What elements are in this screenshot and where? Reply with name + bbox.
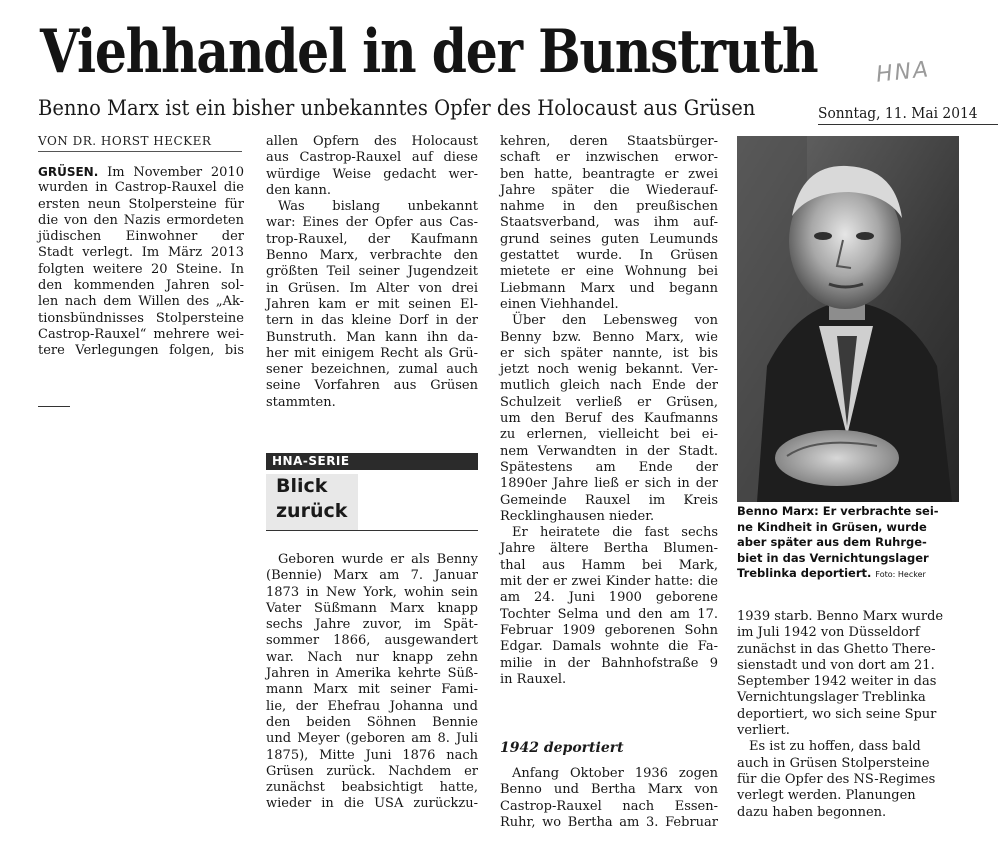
handwritten-hna-mark: HNA <box>874 57 932 88</box>
text-line: in Grüsen. Im Alter von drei <box>266 280 478 296</box>
text-line: (Bennie) Marx am 7. Januar <box>266 568 478 584</box>
text-line: im Juli 1942 von Düsseldorf <box>737 625 920 641</box>
text-line: Grüsen zurück. Nachdem er <box>266 763 478 779</box>
article-subheadline: Benno Marx ist ein bisher unbekanntes Opfer des Holocaust aus Grüsen <box>38 96 756 120</box>
text-line: verlegt werden. Planungen <box>737 788 916 804</box>
text-line: schaft er inzwischen erwor- <box>500 150 718 166</box>
series-title-line-1: Blick <box>276 475 328 497</box>
text-line: am 24. Juni 1900 geborene <box>500 590 718 606</box>
section-subhead: 1942 deportiert <box>500 740 624 756</box>
text-line: Benny bzw. Benno Marx, wie <box>500 329 718 345</box>
text-line: Edgar. Damals wohnte die Fa- <box>500 639 718 655</box>
text-line: Benno und Bertha Marx von <box>500 782 718 798</box>
byline-rule <box>38 151 242 152</box>
text-line: lie, der Ehefrau Johanna und <box>266 698 478 714</box>
publication-date: Sonntag, 11. Mai 2014 <box>818 104 978 122</box>
text-line: her mit einigem Recht als Grü- <box>266 345 478 361</box>
portrait-photo <box>737 136 959 502</box>
text-line: aus Castrop-Rauxel auf diese <box>266 150 478 166</box>
text-line: Vernichtungslager Treblinka <box>737 690 926 706</box>
text-line: den kann. <box>266 182 332 198</box>
text-line: sener bezeichnen, zumal auch <box>266 362 478 378</box>
text-line: den beiden Söhnen Bennie <box>266 714 478 730</box>
text-line: auch in Grüsen Stolpersteine <box>737 755 930 771</box>
text-line: trop-Rauxel, der Kaufmann <box>266 231 478 247</box>
series-label: HNA-SERIE <box>266 453 478 470</box>
text-line: 1875), Mitte Juni 1876 nach <box>266 747 478 763</box>
portrait-photo-graphic <box>737 136 959 502</box>
text-line: tern in das kleine Dorf in der <box>266 313 478 329</box>
text-line: Anfang Oktober 1936 zogen <box>512 766 718 781</box>
text-line: Recklinghausen nieder. <box>500 508 655 524</box>
photo-credit: Foto: Hecker <box>875 570 926 580</box>
article-headline: Viehhandel in der Bunstruth <box>40 17 818 87</box>
text-line: gestattet wurde. In Grüsen <box>500 248 718 264</box>
text-line: zunächst in das Ghetto There- <box>737 641 936 657</box>
text-line: thal aus Hamm bei Mark, <box>500 557 718 573</box>
caption-line: aber später aus dem Ruhrge- <box>737 535 927 550</box>
text-line: einen Viehhandel. <box>500 296 619 312</box>
caption-line: Benno Marx: Er verbrachte sei- <box>737 504 939 518</box>
photo-caption <box>737 504 959 583</box>
text-line: Stadt verlegt. Im März 2013 <box>38 245 244 261</box>
text-line: mutlich gleich nach Ende der <box>500 378 718 394</box>
column-2 <box>266 134 478 411</box>
series-title-line-2: zurück <box>276 500 348 522</box>
text-line: dazu haben begonnen. <box>737 804 887 820</box>
text-line: milie in der Bahnhofstraße 9 <box>500 655 718 671</box>
text-line: die von den Nazis ermordeten <box>38 212 244 228</box>
text-line: Tochter Selma und den am 17. <box>500 606 718 622</box>
text-line: sommer 1866, ausgewandert <box>266 633 478 649</box>
text-line: um den Beruf des Kaufmanns <box>500 411 718 427</box>
text-line: zunächst beabsichtigt hatte, <box>266 780 478 796</box>
text-line: Ruhr, wo Bertha am 3. Februar <box>500 814 718 830</box>
text-line: deportiert, wo sich seine Spur <box>737 706 937 722</box>
text-line: wurden in Castrop-Rauxel die <box>38 180 244 196</box>
text-line: Liebmann Marx und begann <box>500 280 718 296</box>
text-line: jüdischen Einwohner der <box>38 229 244 245</box>
text-line: für die Opfer des NS-Regimes <box>737 771 936 787</box>
text-line: er sich später nannte, ist bis <box>500 345 718 361</box>
text-line: wieder in die USA zurückzu- <box>266 796 478 812</box>
caption-line: Treblinka deportiert. Foto: Hecker <box>737 566 926 581</box>
text-line: GRÜSEN. Im November 2010 <box>38 165 244 180</box>
text-line: Jahren kam er mit seinen El- <box>266 296 478 312</box>
text-line: Jahre ältere Bertha Blumen- <box>500 541 718 557</box>
text-line: tionsbündnisses Stolpersteine <box>38 310 244 326</box>
text-line: Über den Lebensweg von <box>512 313 718 329</box>
series-underline <box>266 530 478 531</box>
caption-line: biet in das Vernichtungslager <box>737 550 929 565</box>
column-1 <box>38 164 244 360</box>
text-line: ben hatte, beantragte er zwei <box>500 166 718 182</box>
text-line: Bunstruth. Man kann ihn da- <box>266 329 478 345</box>
text-line: grund seines guten Leumunds <box>500 231 718 247</box>
text-line: jetzt noch wenig bekannt. Ver- <box>500 362 718 378</box>
text-line: nahme in den preußischen <box>500 199 718 215</box>
column-end-rule <box>38 406 70 407</box>
text-line: Benno Marx, verbrachte den <box>266 248 478 264</box>
author-byline: VON DR. HORST HECKER <box>38 134 212 148</box>
text-line: kehren, deren Staatsbürger- <box>500 134 718 149</box>
text-line: Staatsverband, was ihm auf- <box>500 215 718 231</box>
dateline-location: GRÜSEN. <box>38 165 99 179</box>
text-line: zu erlernen, vielleicht bei ei- <box>500 427 718 443</box>
text-line: ersten neun Stolpersteine für <box>38 196 244 212</box>
text-line: sechs Jahre zuvor, im Spät- <box>266 617 478 633</box>
text-line: folgten weitere 20 Steine. In <box>38 261 244 277</box>
text-line: würdige Weise gedacht wer- <box>266 166 478 182</box>
text-line: Es ist zu hoffen, dass bald <box>749 739 921 755</box>
column-2-lower <box>266 552 478 813</box>
text-line: Castrop-Rauxel nach Essen- <box>500 798 718 814</box>
text-line: Jahre später die Wiederauf- <box>500 182 718 198</box>
text-line: sienstadt und von dort am 21. <box>737 657 935 673</box>
text-line: mit der er zwei Kinder hatte: die <box>500 574 718 590</box>
text-line: Gemeinde Rauxel im Kreis <box>500 492 718 508</box>
text-line: Vater Süßmann Marx knapp <box>266 600 478 616</box>
text-line: Castrop-Rauxel“ mehrere wei- <box>38 326 244 342</box>
text-line: stammten. <box>266 394 336 410</box>
date-underline <box>818 124 998 125</box>
series-title <box>266 474 358 530</box>
text-line: seine Vorfahren aus Grüsen <box>266 378 478 394</box>
text-line: allen Opfern des Holocaust <box>266 134 478 149</box>
text-line: Er heiratete die fast sechs <box>512 525 718 541</box>
text-line: und Meyer (geboren am 8. Juli <box>266 731 478 747</box>
text-line: größten Teil seiner Jugendzeit <box>266 264 478 280</box>
text-line: tere Verlegungen folgen, bis <box>38 343 244 359</box>
column-4 <box>737 609 983 821</box>
text-line: mietete er eine Wohnung bei <box>500 264 718 280</box>
column-3 <box>500 134 718 688</box>
text-line: Schulzeit verließ er Grüsen, <box>500 394 718 410</box>
text-line: war: Eines der Opfer aus Cas- <box>266 215 478 231</box>
text-line: Jahren in Amerika kehrte Süß- <box>266 666 478 682</box>
text-line: 1890er Jahre ließ er sich in der <box>500 476 718 492</box>
text-line: war. Nach nur knapp zehn <box>266 649 478 665</box>
text-line: September 1942 weiter in das <box>737 674 937 690</box>
text-line: Was bislang unbekannt <box>278 199 478 215</box>
text-line: len nach dem Willen des „Ak- <box>38 294 244 310</box>
text-line: den kommenden Jahren sol- <box>38 278 244 294</box>
text-line: Februar 1909 geborenen Sohn <box>500 622 718 638</box>
text-line: 1939 starb. Benno Marx wurde <box>737 609 944 624</box>
text-line: nem Verwandten in der Stadt. <box>500 443 718 459</box>
column-3-lower <box>500 766 718 831</box>
caption-line: ne Kindheit in Grüsen, wurde <box>737 519 927 534</box>
text-line: in Rauxel. <box>500 671 567 687</box>
text-line: mann Marx mit seiner Fami- <box>266 682 478 698</box>
text-line: verliert. <box>737 723 790 739</box>
text-line: 1873 in New York, wohin sein <box>266 584 478 600</box>
text-line: Geboren wurde er als Benny <box>278 552 478 567</box>
text-line: Spätestens am Ende der <box>500 459 718 475</box>
